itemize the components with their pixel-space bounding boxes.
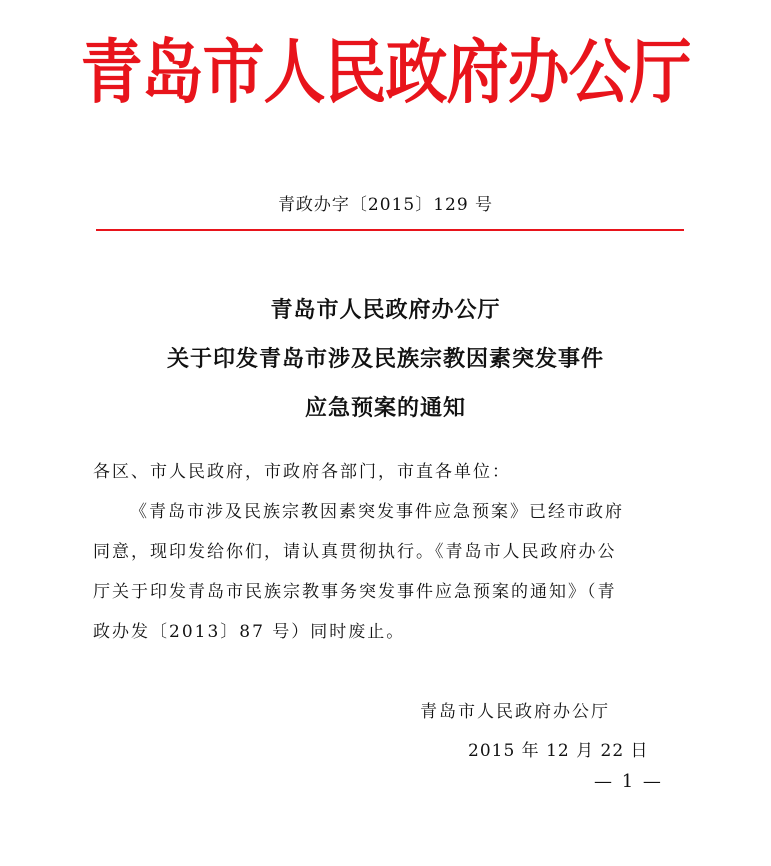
title-line-1: 青岛市人民政府办公厅 <box>270 297 501 323</box>
page-number: — 1 — <box>594 771 663 792</box>
body-line-1: 《青岛市涉及民族宗教因素突发事件应急预案》已经市政府 <box>130 502 624 522</box>
signature-date: 2015 年 12 月 22 日 <box>468 741 649 761</box>
body-line-3: 厅关于印发青岛市民族宗教事务突发事件应急预案的通知》（青 <box>93 582 617 602</box>
masthead: 青岛市人民政府办公厅 <box>80 30 691 113</box>
title-line-3: 应急预案的通知 <box>304 395 466 421</box>
title-line-2: 关于印发青岛市涉及民族宗教因素突发事件 <box>166 346 604 372</box>
body-line-4: 政办发〔2013〕87 号）同时废止。 <box>93 622 406 642</box>
red-divider <box>96 229 684 231</box>
signature-organization: 青岛市人民政府办公厅 <box>420 702 610 722</box>
body-line-2: 同意，现印发给你们，请认真贯彻执行。《青岛市人民政府办公 <box>93 542 617 562</box>
salutation: 各区、市人民政府，市政府各部门，市直各单位： <box>93 462 511 482</box>
document-number: 青政办字〔2015〕129 号 <box>277 195 494 215</box>
